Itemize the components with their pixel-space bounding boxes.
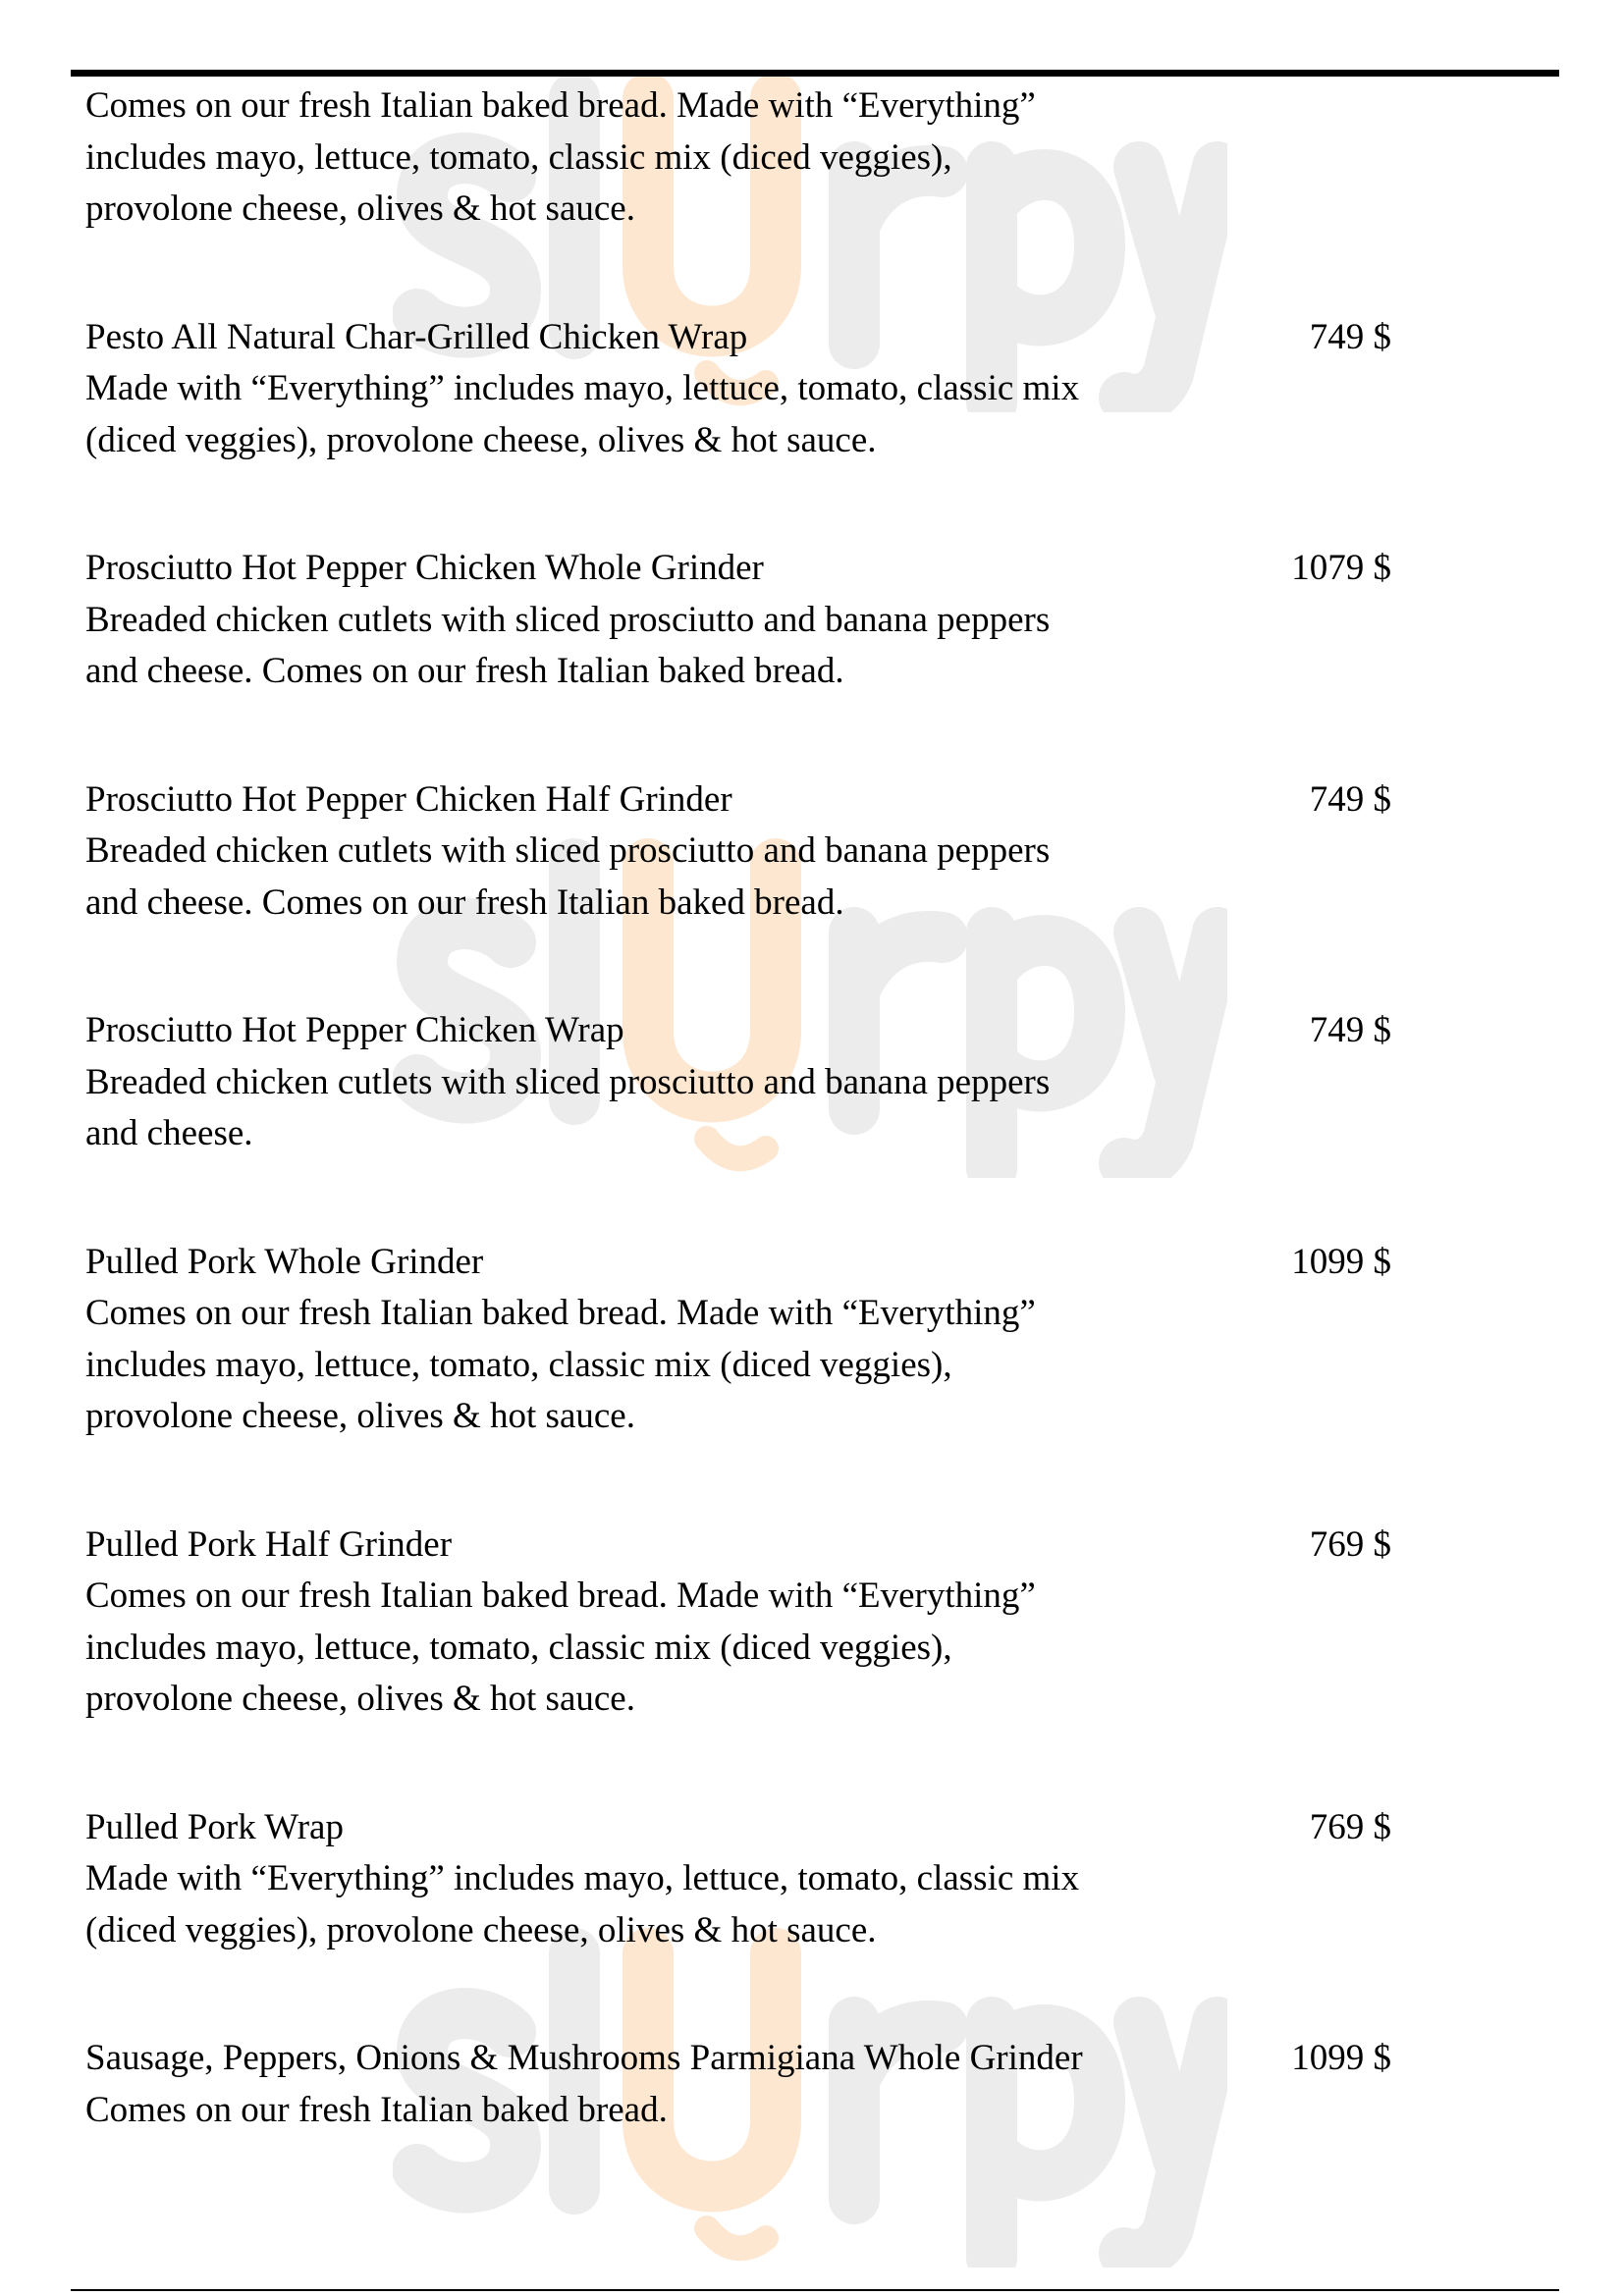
menu-item-description: and cheese.: [85, 1113, 253, 1153]
menu-item-description: provolone cheese, olives & hot sauce.: [85, 1396, 635, 1436]
menu-item-header: [85, 543, 1391, 595]
menu-item-price: 1079 $: [1291, 548, 1391, 588]
menu-item-description: Comes on our fresh Italian baked bread. Made with “Everything”: [85, 1575, 1036, 1616]
menu-item-title: Pulled Pork Whole Grinder: [85, 1241, 484, 1282]
menu-item: [85, 312, 1391, 467]
menu-item: [85, 774, 1391, 930]
menu-item-price: 1099 $: [1291, 1241, 1391, 1282]
menu-item-header: [85, 2033, 1391, 2085]
menu-item-title: Pulled Pork Wrap: [85, 1806, 344, 1847]
menu-item-price: 769 $: [1309, 1523, 1391, 1565]
menu-item-price: 749 $: [1309, 778, 1391, 820]
menu-item-description: Breaded chicken cutlets with sliced prosciutto and banana peppers: [85, 1061, 1051, 1102]
menu-item-title: Prosciutto Hot Pepper Chicken Whole Grinder: [85, 548, 764, 588]
menu-item-header: [85, 1520, 1391, 1572]
menu-item: [85, 1005, 1391, 1160]
menu-item-title: Pesto All Natural Char-Grilled Chicken Wrap: [85, 316, 748, 357]
menu-item-description: includes mayo, lettuce, tomato, classic mix (diced veggies),: [85, 136, 952, 178]
menu-item-description: (diced veggies), provolone cheese, olives & hot sauce.: [85, 1909, 877, 1950]
menu-item: [85, 543, 1391, 698]
top-divider: [71, 70, 1559, 77]
menu-item-description: includes mayo, lettuce, tomato, classic mix (diced veggies),: [85, 1627, 952, 1668]
menu-item-description: provolone cheese, olives & hot sauce.: [85, 1679, 635, 1719]
bottom-divider: [71, 2289, 1559, 2291]
menu-item-description: Breaded chicken cutlets with sliced prosciutto and banana peppers: [85, 830, 1051, 871]
menu-item-title: Sausage, Peppers, Onions & Mushrooms Parmigiana Whole Grinder: [85, 2038, 1083, 2078]
menu-item-description: (diced veggies), provolone cheese, olives & hot sauce.: [85, 419, 877, 460]
menu-item-header: [85, 312, 1391, 364]
menu-item-title: Prosciutto Hot Pepper Chicken Wrap: [85, 1010, 624, 1050]
menu-item-header: [85, 1802, 1391, 1854]
menu-item: [85, 2033, 1391, 2136]
menu-item-description: and cheese. Comes on our fresh Italian baked bread.: [85, 651, 844, 691]
menu-item: [85, 80, 1391, 236]
menu-item-description: Comes on our fresh Italian baked bread.: [85, 2089, 668, 2130]
menu-item: [85, 1520, 1391, 1726]
menu-item-description: Breaded chicken cutlets with sliced prosciutto and banana peppers: [85, 599, 1051, 640]
menu-item: [85, 1237, 1391, 1443]
menu-item-price: 769 $: [1309, 1806, 1391, 1847]
menu-item-price: 749 $: [1309, 1010, 1391, 1050]
menu-item-description: Comes on our fresh Italian baked bread. Made with “Everything”: [85, 85, 1036, 126]
menu-item-description: Made with “Everything” includes mayo, lettuce, tomato, classic mix: [85, 1858, 1080, 1898]
menu-item-title: Pulled Pork Half Grinder: [85, 1523, 453, 1565]
menu-item-description: and cheese. Comes on our fresh Italian baked bread.: [85, 881, 844, 923]
menu-item-price: 749 $: [1309, 316, 1391, 357]
menu-item-description: Made with “Everything” includes mayo, lettuce, tomato, classic mix: [85, 368, 1080, 408]
menu-item-price: 1099 $: [1291, 2038, 1391, 2078]
menu-item-header: [85, 774, 1391, 827]
menu-item-description: includes mayo, lettuce, tomato, classic mix (diced veggies),: [85, 1344, 952, 1385]
menu-item-description: provolone cheese, olives & hot sauce.: [85, 188, 635, 229]
menu-item-header: [85, 1005, 1391, 1057]
menu-item-description: Comes on our fresh Italian baked bread. Made with “Everything”: [85, 1293, 1036, 1333]
menu-list: [85, 80, 1391, 2213]
menu-item-title: Prosciutto Hot Pepper Chicken Half Grinder: [85, 778, 732, 820]
menu-item: [85, 1802, 1391, 1957]
menu-item-header: [85, 1237, 1391, 1289]
